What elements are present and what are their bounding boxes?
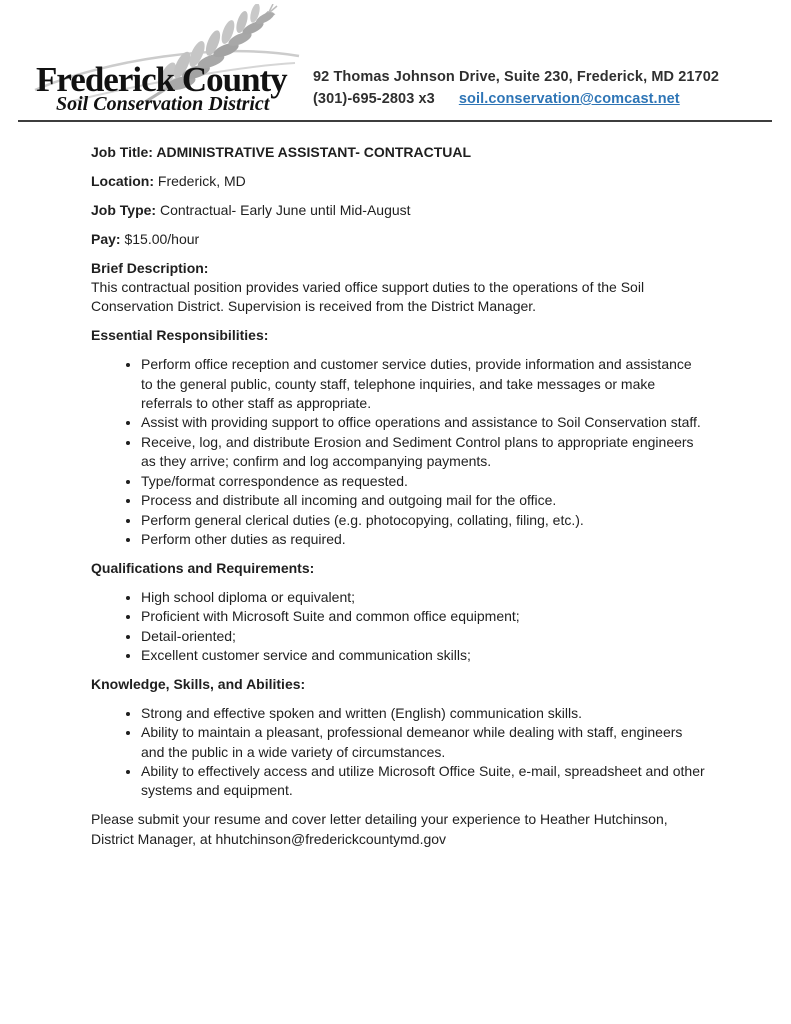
closing-instructions: Please submit your resume and cover letter detailing your experience to Heather Hutchinson, District Manager, at hhutchinson@frederickcountymd.gov bbox=[91, 811, 668, 847]
knowledge-heading: Knowledge, Skills, and Abilities: bbox=[91, 675, 306, 692]
contact-block bbox=[313, 66, 719, 110]
job-pay-label: Pay: bbox=[91, 230, 121, 247]
email-link[interactable]: soil.conservation@comcast.net bbox=[458, 91, 680, 107]
list-item: • Strong and effective spoken and written (English) communication skills. bbox=[141, 704, 706, 723]
job-location-value: Frederick, MD bbox=[157, 172, 246, 189]
brief-description-heading: Brief Description: bbox=[91, 259, 209, 276]
job-type-value: Contractual- Early June until Mid-August bbox=[159, 201, 411, 218]
contact-phone: (301)-695-2803 x3 bbox=[313, 91, 435, 107]
job-location-line bbox=[91, 172, 706, 191]
org-subtitle: Soil Conservation District bbox=[56, 93, 270, 115]
job-pay-line bbox=[91, 230, 706, 249]
list-item: • Excellent customer service and communication skills; bbox=[141, 646, 706, 665]
job-type-line bbox=[91, 201, 706, 220]
brief-description-text: This contractual position provides varied office support duties to the operations of the Soil Conservation District. Supervision is received from the District Manager. bbox=[91, 279, 645, 315]
job-posting-body bbox=[0, 122, 791, 849]
org-name: Frederick County bbox=[36, 60, 287, 99]
letterhead bbox=[0, 0, 791, 122]
knowledge-list bbox=[91, 704, 706, 801]
list-item: • Perform office reception and customer service duties, provide information and assistance to the general public, county staff, telephone inquiries, and take messages or make referrals to other staff as appropriate. bbox=[141, 355, 706, 413]
list-item: • High school diploma or equivalent; bbox=[141, 588, 706, 607]
responsibilities-heading: Essential Responsibilities: bbox=[91, 327, 269, 344]
list-item: • Proficient with Microsoft Suite and common office equipment; bbox=[141, 607, 706, 626]
list-item: • Ability to maintain a pleasant, professional demeanor while dealing with staff, engineers and the public in a wide variety of circumstances. bbox=[141, 723, 706, 762]
list-item: • Process and distribute all incoming and outgoing mail for the office. bbox=[141, 491, 706, 510]
qualifications-list bbox=[91, 588, 706, 666]
header-divider bbox=[18, 120, 772, 122]
list-item: • Receive, log, and distribute Erosion and Sediment Control plans to appropriate engineers as they arrive; confirm and log accompanying payments. bbox=[141, 433, 706, 472]
list-item: • Perform general clerical duties (e.g. photocopying, collating, filing, etc.). bbox=[141, 511, 706, 530]
job-location-label: Location: bbox=[91, 172, 154, 189]
list-item: • Assist with providing support to office operations and assistance to Soil Conservation staff. bbox=[141, 413, 706, 432]
list-item: • Perform other duties as required. bbox=[141, 530, 706, 549]
list-item: • Detail-oriented; bbox=[141, 627, 706, 646]
job-type-label: Job Type: bbox=[91, 201, 157, 218]
qualifications-heading: Qualifications and Requirements: bbox=[91, 559, 315, 576]
contact-address: 92 Thomas Johnson Drive, Suite 230, Frederick, MD 21702 bbox=[313, 69, 720, 85]
job-title-value: ADMINISTRATIVE ASSISTANT- CONTRACTUAL bbox=[156, 144, 472, 160]
job-pay-value: $15.00/hour bbox=[124, 230, 200, 247]
job-title-label: Job Title: bbox=[91, 144, 153, 160]
list-item: • Type/format correspondence as requested. bbox=[141, 472, 706, 491]
job-title-line bbox=[91, 143, 706, 162]
responsibilities-list bbox=[91, 355, 706, 549]
list-item: • Ability to effectively access and utilize Microsoft Office Suite, e-mail, spreadsheet and other systems and equipment. bbox=[141, 762, 706, 801]
